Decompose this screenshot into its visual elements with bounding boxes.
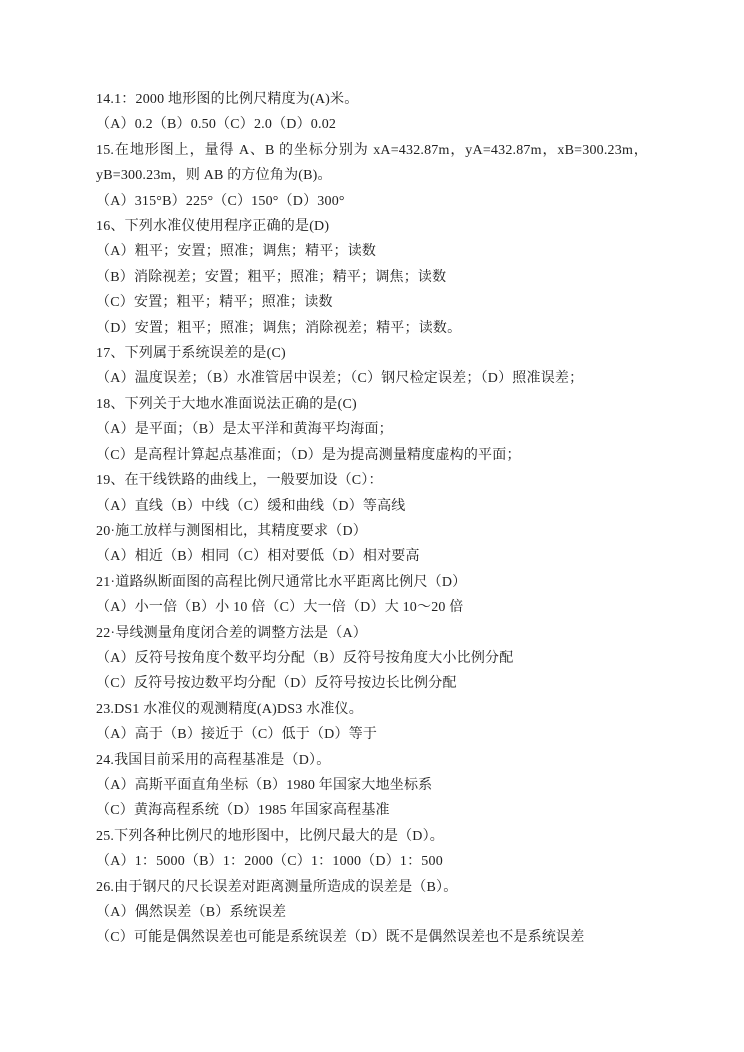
question-18-text: 18、下列关于大地水准面说法正确的是(C) [96,396,357,412]
question-25 [96,824,648,875]
question-14-text: 14.1：2000 地形图的比例尺精度为(A)米。 [96,92,359,107]
question-20 [96,519,648,570]
question-16-option-line: （A）粗平；安置；照准；调焦；精平；读数 [96,244,377,260]
question-25-option-line: （A）1：5000（B）1：2000（C）1：1000（D）1：500 [96,854,443,870]
question-20-option-line: （A）相近（B）相同（C）相对要低（D）相对要高 [96,549,420,565]
question-19-text: 19、在干线铁路的曲线上，一般要加设（C）： [96,473,383,489]
question-18 [96,392,648,468]
question-21-option-line: （A）小一倍（B）小 10 倍（C）大一倍（D）大 10～20 倍 [96,600,464,616]
question-15-option-line: （A）315°B）225°（C）150°（D）300° [96,193,345,209]
question-18-option-line: （A）是平面；（B）是太平洋和黄海平均海面； [96,422,393,438]
question-22 [96,621,648,697]
question-16-option-line: （C）安置；粗平；精平；照准；读数 [96,295,333,311]
questions-container [96,87,648,951]
question-17 [96,341,648,392]
question-18-option-line: （C）是高程计算起点基准面；（D）是为提高测量精度虚构的平面； [96,447,521,463]
question-15 [96,138,648,214]
question-26-option-line: （A）偶然误差（B）系统误差 [96,905,287,920]
question-23-text: 23.DS1 水准仪的观测精度(A)DS3 水准仪。 [96,701,363,717]
question-16-option-line: （B）消除视差；安置；粗平；照准；精平；调焦；读数 [96,269,447,285]
question-25-text: 25.下列各种比例尺的地形图中，比例尺最大的是（D）。 [96,828,445,844]
question-26 [96,875,648,951]
question-22-option-line: （C）反符号按边数平均分配（D）反符号按边长比例分配 [96,676,457,692]
question-17-text: 17、下列属于系统误差的是(C) [96,346,286,362]
question-14 [96,87,648,138]
question-21-text: 21·道路纵断面图的高程比例尺通常比水平距离比例尺（D） [96,574,467,590]
question-17-option-line: （A）温度误差；（B）水准管居中误差；（C）钢尺检定误差；（D）照准误差； [96,371,584,387]
question-26-text: 26.由于钢尺的尺长误差对距离测量所造成的误差是（B）。 [96,879,458,895]
question-23-option-line: （A）高于（B）接近于（C）低于（D）等于 [96,727,378,743]
question-23 [96,697,648,748]
question-26-option-line: （C）可能是偶然误差也可能是系统误差（D）既不是偶然误差也不是系统误差 [96,930,585,946]
question-15-option-line: yB=300.23m，则 AB 的方位角为(B)。 [96,168,332,184]
question-21 [96,570,648,621]
question-16-option-line: （D）安置；粗平；照准；调焦；消除视差；精平；读数。 [96,320,462,336]
question-24 [96,748,648,824]
question-16-text: 16、下列水准仪使用程序正确的是(D) [96,219,330,235]
question-22-text: 22·导线测量角度闭合差的调整方法是（A） [96,625,367,641]
question-19-option-line: （A）直线（B）中线（C）缓和曲线（D）等高线 [96,498,406,514]
question-20-text: 20·施工放样与测图相比，其精度要求（D） [96,523,367,539]
question-22-option-line: （A）反符号按角度个数平均分配（B）反符号按角度大小比例分配 [96,650,514,666]
question-24-text: 24.我国目前采用的高程基准是（D）。 [96,752,331,768]
question-24-option-line: （C）黄海高程系统（D）1985 年国家高程基准 [96,803,390,819]
question-24-option-line: （A）高斯平面直角坐标（B）1980 年国家大地坐标系 [96,777,433,793]
question-14-option-line: （A）0.2（B）0.50（C）2.0（D）0.02 [96,117,337,133]
question-19 [96,468,648,519]
question-16 [96,214,648,341]
question-15-text: 15.在地形图上，量得 A、B 的坐标分别为 xA=432.87m，yA=432.87m，xB=300.23m， [96,142,648,158]
